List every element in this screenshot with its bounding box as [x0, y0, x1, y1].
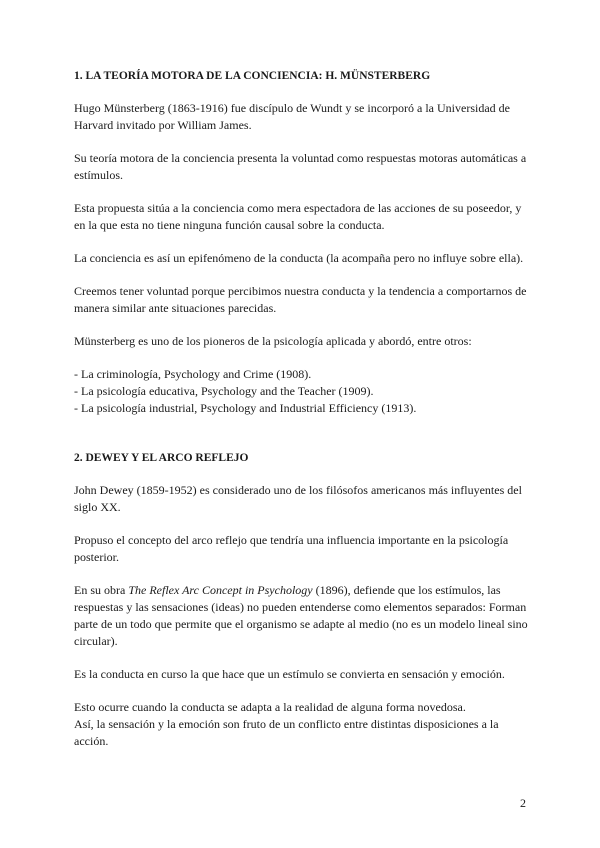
- text-run: (1896), defiende que los estímulos, las respuestas y las sensaciones (ideas) no pueden entenderse como elementos separados: Forman parte de un todo que permite que el organismo se adapte al medio (no es un modelo lineal sino circular).: [74, 583, 528, 648]
- text-run: En su obra: [74, 583, 129, 597]
- document-page: [74, 68, 534, 750]
- section1-paragraph: Creemos tener voluntad porque percibimos nuestra conducta y la tendencia a comportarnos de manera similar ante situaciones parecidas.: [74, 284, 527, 315]
- section2-paragraph: [74, 582, 534, 650]
- section1-heading: 1. LA TEORÍA MOTORA DE LA CONCIENCIA: H. MÜNSTERBERG: [74, 70, 431, 82]
- page-number: 2: [520, 796, 526, 810]
- section2-paragraph: Propuso el concepto del arco reflejo que tendría una influencia importante en la psicología posterior.: [74, 533, 509, 564]
- section2-paragraph: Es la conducta en curso la que hace que un estímulo se convierta en sensación y emoción.: [74, 667, 505, 681]
- section2-paragraph-line: Así, la sensación y la emoción son fruto de un conflicto entre distintas disposiciones a la acción.: [74, 717, 499, 748]
- section1-paragraph: La conciencia es así un epifenómeno de la conducta (la acompaña pero no influye sobre ella).: [74, 251, 524, 265]
- section1-paragraph: Su teoría motora de la conciencia presenta la voluntad como respuestas motoras automáticas a estímulos.: [74, 151, 527, 182]
- works-list-item: - La criminología, Psychology and Crime (1908).: [74, 367, 312, 381]
- section1-paragraph: Esta propuesta sitúa a la conciencia como mera espectadora de las acciones de su poseedor, y en la que esta no tiene ninguna función causal sobre la conducta.: [74, 201, 522, 232]
- section1-paragraph: Münsterberg es uno de los pioneros de la psicología aplicada y abordó, entre otros:: [74, 334, 472, 348]
- section2-paragraph: John Dewey (1859-1952) es considerado uno de los filósofos americanos más influyentes del siglo XX.: [74, 483, 522, 514]
- book-title: The Reflex Arc Concept in Psychology: [128, 583, 313, 597]
- section1-paragraph: Hugo Münsterberg (1863-1916) fue discípulo de Wundt y se incorporó a la Universidad de Harvard invitado por William James.: [74, 101, 510, 132]
- works-list-item: - La psicología industrial, Psychology and Industrial Efficiency (1913).: [74, 401, 417, 415]
- works-list: [74, 366, 534, 417]
- works-list-item: - La psicología educativa, Psychology and the Teacher (1909).: [74, 384, 374, 398]
- section2-paragraph-line: Esto ocurre cuando la conducta se adapta a la realidad de alguna forma novedosa.: [74, 700, 466, 714]
- section2-heading: 2. DEWEY Y EL ARCO REFLEJO: [74, 452, 249, 464]
